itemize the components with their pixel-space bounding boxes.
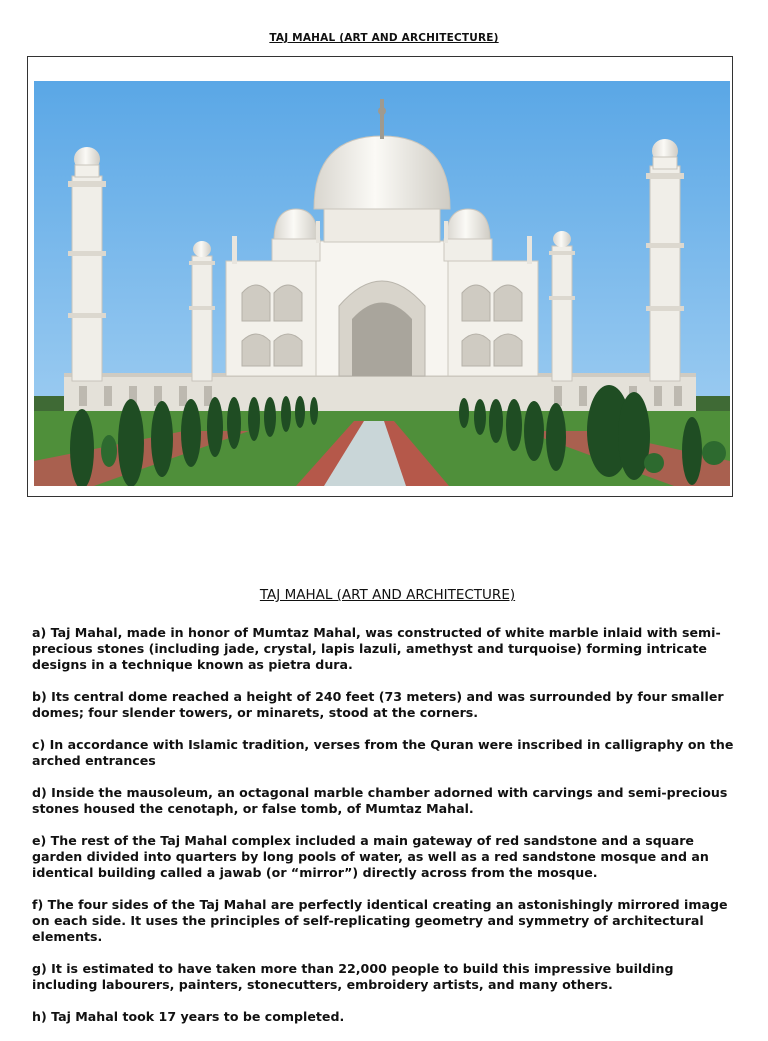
paragraph-g: g) It is estimated to have taken more than 22,000 people to build this impressive building including labourers, painters, stonecutters, embroidery artists, and many others.: [32, 961, 674, 992]
photo-frame: [27, 56, 733, 497]
paragraph-a: a) Taj Mahal, made in honor of Mumtaz Mahal, was constructed of white marble inlaid with semi-precious stones (including jade, crystal, lapis lazuli, amethyst and turquoise) forming intricate designs in a technique known as pietra dura.: [32, 625, 721, 672]
header-title: TAJ MAHAL (ART AND ARCHITECTURE): [269, 32, 499, 44]
paragraph-b: b) Its central dome reached a height of 240 feet (73 meters) and was surrounded by four smaller domes; four slender towers, or minarets, stood at the corners.: [32, 689, 724, 720]
paragraph-d: d) Inside the mausoleum, an octagonal marble chamber adorned with carvings and semi-precious stones housed the cenotaph, or false tomb, of Mumtaz Mahal.: [32, 785, 728, 816]
paragraph-f: f) The four sides of the Taj Mahal are perfectly identical creating an astonishingly mirrored image on each side. It uses the principles of self-replicating geometry and symmetry of architectural elements.: [32, 897, 728, 944]
taj-mahal-illustration: [34, 81, 730, 486]
paragraph-list: [32, 625, 740, 1041]
paragraph-e: e) The rest of the Taj Mahal complex included a main gateway of red sandstone and a square garden divided into quarters by long pools of water, as well as a red sandstone mosque and an identical building called a jawab (or “mirror”) directly across from the mosque.: [32, 833, 709, 880]
paragraph-c: c) In accordance with Islamic tradition, verses from the Quran were inscribed in calligraphy on the arched entrances: [32, 737, 734, 768]
taj-mahal-photo: [34, 81, 730, 486]
section-title: TAJ MAHAL (ART AND ARCHITECTURE): [259, 587, 516, 603]
paragraph-h: h) Taj Mahal took 17 years to be completed.: [32, 1009, 345, 1024]
